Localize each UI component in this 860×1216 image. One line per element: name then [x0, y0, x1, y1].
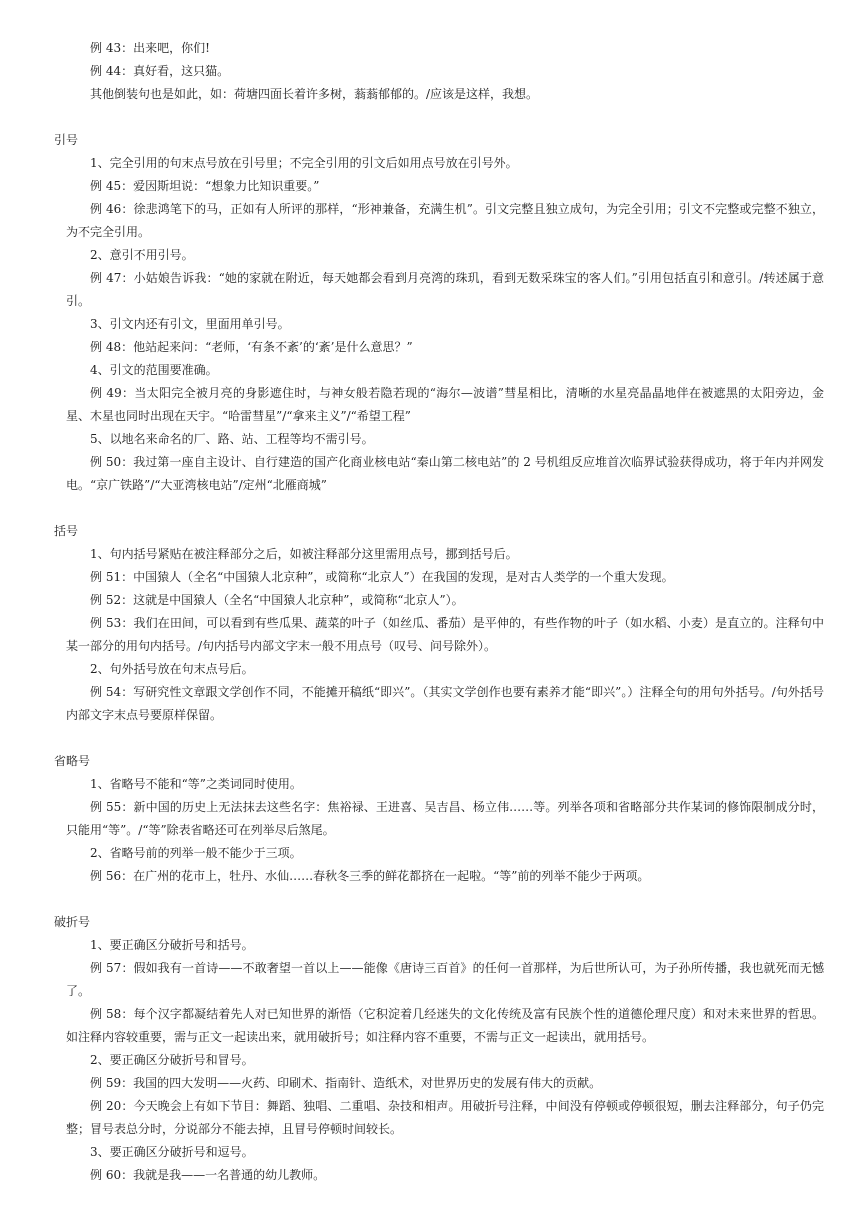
- rule-line: 3、引文内还有引文，里面用单引号。: [90, 317, 290, 331]
- section-spacer: [66, 888, 824, 911]
- example-line: 例 60：我就是我——一名普通的幼儿教师。: [90, 1168, 326, 1182]
- section-heading: 破折号: [54, 915, 91, 929]
- example-line: 例 45：爱因斯坦说：“想象力比知识重要。”: [90, 179, 320, 193]
- section-spacer: [66, 497, 824, 520]
- section-quotation-marks: [54, 129, 824, 497]
- paragraph: 例 43：出来吧，你们!: [90, 41, 210, 55]
- example-line: 例 58：每个汉字都凝结着先人对已知世界的渐悟（它积淀着几经迷失的文化传统及富有民族个性的道德伦理尺度）和对未来世界的哲思。如注释内容较重要，需与正文一起读出来，就用破折号；如注释内容不重要，不需与正文一起读出，就用括号。: [66, 1007, 824, 1044]
- rule-line: 1、省略号不能和“等”之类词同时使用。: [90, 777, 302, 791]
- rule-line: 5、以地名来命名的厂、路、站、工程等均不需引号。: [90, 432, 374, 446]
- section-brackets: [54, 520, 824, 727]
- rule-line: 2、省略号前的列举一般不能少于三项。: [90, 846, 302, 860]
- rule-line: 4、引文的范围要准确。: [90, 363, 218, 377]
- section-heading: 括号: [54, 524, 79, 538]
- rule-line: 1、完全引用的句末点号放在引号里；不完全引用的引文后如用点号放在引号外。: [90, 156, 518, 170]
- section-spacer: [66, 727, 824, 750]
- example-line: 例 50：我过第一座自主设计、自行建造的国产化商业核电站“秦山第二核电站”的 2 号机组反应堆首次临界试验获得成功，将于年内并网发电。“京广铁路”/“大亚湾核电站”/定州“北雁商城”: [66, 455, 824, 492]
- example-line: 例 48：他站起来问：“老师，‘有条不紊’的‘紊’是什么意思？”: [90, 340, 413, 354]
- rule-line: 1、要正确区分破折号和括号。: [90, 938, 254, 952]
- example-line: 例 49：当太阳完全被月亮的身影遮住时，与神女般若隐若现的“海尔—波谱”彗星相比，清晰的水星亮晶晶地伴在被遮黑的太阳旁边，金星、木星也同时出现在天宇。“哈雷彗星”/“拿来主义”/“希望工程”: [66, 386, 824, 423]
- example-line: 例 59：我国的四大发明——火药、印刷术、指南针、造纸术，对世界历史的发展有伟大的贡献。: [90, 1076, 602, 1090]
- rule-line: 2、意引不用引号。: [90, 248, 194, 262]
- paragraph: 其他倒装句也是如此，如：荷塘四面长着许多树，蓊蓊郁郁的。/应该是这样，我想。: [90, 87, 539, 101]
- rule-line: 3、要正确区分破折号和逗号。: [90, 1145, 254, 1159]
- example-line: 例 54：写研究性文章跟文学创作不同，不能摊开稿纸“即兴”。（其实文学创作也要有素养才能“即兴”。）注释全句的用句外括号。/句外括号内部文字末点号要原样保留。: [66, 685, 824, 722]
- paragraph: 例 44：真好看，这只猫。: [90, 64, 230, 78]
- example-line: 例 52：这就是中国猿人（全名“中国猿人北京种”，或简称“北京人”）。: [90, 593, 464, 607]
- example-line: 例 57：假如我有一首诗——不敢奢望一首以上——能像《唐诗三百首》的任何一首那样，为后世所认可，为子孙所传播，我也就死而无憾了。: [66, 961, 824, 998]
- section-dash: [54, 911, 824, 1187]
- section-spacer: [66, 106, 824, 129]
- example-line: 例 53：我们在田间，可以看到有些瓜果、蔬菜的叶子（如丝瓜、番茄）是平伸的，有些作物的叶子（如水稻、小麦）是直立的。注释句中某一部分的用句内括号。/句内括号内部文字末一般不用点号（叹号、问号除外）。: [66, 616, 824, 653]
- rule-line: 1、句内括号紧贴在被注释部分之后，如被注释部分这里需用点号，挪到括号后。: [90, 547, 518, 561]
- example-line: 例 46：徐悲鸿笔下的马，正如有人所评的那样，“形神兼备，充满生机”。引文完整且独立成句，为完全引用；引文不完整或完整不独立，为不完全引用。: [66, 202, 824, 239]
- example-line: 例 20：今天晚会上有如下节目：舞蹈、独唱、二重唱、杂技和相声。用破折号注释，中间没有停顿或停顿很短，删去注释部分，句子仍完整；冒号表总分时，分说部分不能去掉，且冒号停顿时间较长。: [66, 1099, 824, 1136]
- example-line: 例 56：在广州的花市上，牡丹、水仙……春秋冬三季的鲜花都挤在一起啦。“等”前的列举不能少于两项。: [90, 869, 650, 883]
- example-line: 例 47：小姑娘告诉我：“她的家就在附近，每天她都会看到月亮湾的珠玑，看到无数采珠宝的客人们。”引用包括直引和意引。/转述属于意引。: [66, 271, 824, 308]
- example-line: 例 55：新中国的历史上无法抹去这些名字：焦裕禄、王进喜、吴吉昌、杨立伟……等。列举各项和省略部分共作某词的修饰限制成分时，只能用“等”。/“等”除表省略还可在列举尽后煞尾。: [66, 800, 824, 837]
- section-inverted-sentences: [66, 37, 824, 106]
- document-body: [54, 37, 824, 1187]
- example-line: 例 51：中国猿人（全名“中国猿人北京种”，或简称“北京人”）在我国的发现，是对古人类学的一个重大发现。: [90, 570, 674, 584]
- section-heading: 省略号: [54, 754, 91, 768]
- section-heading: 引号: [54, 133, 79, 147]
- section-ellipsis: [54, 750, 824, 888]
- rule-line: 2、句外括号放在句末点号后。: [90, 662, 254, 676]
- rule-line: 2、要正确区分破折号和冒号。: [90, 1053, 254, 1067]
